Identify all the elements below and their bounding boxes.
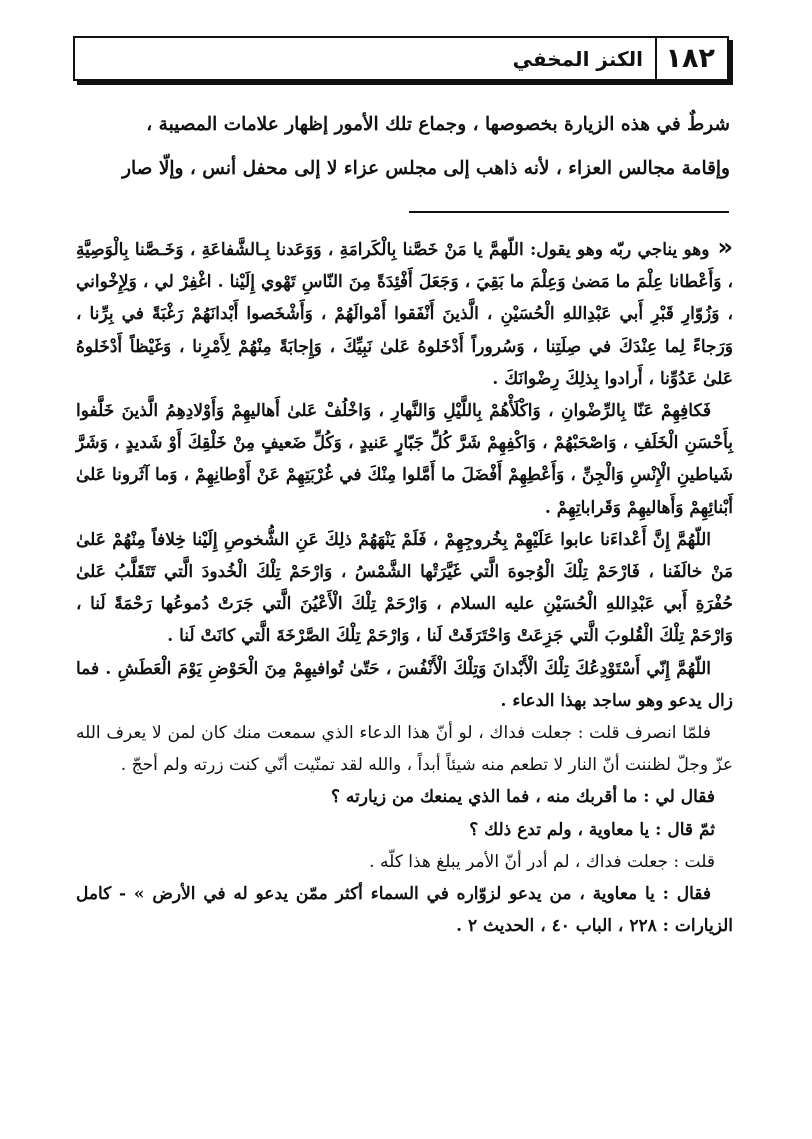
footnote-paragraph-9: فقال : يا معاوية ، من يدعو لزوّاره في السماء أكثر ممّن يدعو له في الأرض » - كامل الزيارات : ٢٢٨ ، الباب ٤٠ ، الحديث ٢ . <box>76 884 733 937</box>
footnote-paragraph-4: اللّهُمَّ إِنّي أَسْتَوْدِعُكَ تِلْكَ الْأَبْدانَ وَتِلْكَ الْأَنْفُسَ ، حَتّىٰ تُوافيهِمْ مِنَ الْحَوْضِ يَوْمَ الْعَطَشِ . فما زال يدعو وهو ساجد بهذا الدعاء . <box>76 658 733 711</box>
footnote-paragraph-7: ثمّ قال : يا معاوية ، ولم تدع ذلك ؟ <box>469 819 715 840</box>
page-number: ١٨٢ <box>665 43 715 74</box>
main-text-line-1: شرطٌ في هذه الزيارة بخصوصها ، وجماع تلك الأمور إظهار علامات المصيبة ، <box>146 114 730 135</box>
book-title: الكنز المخفي <box>512 47 643 71</box>
footnote-paragraph-1 <box>76 231 733 395</box>
opening-quote-mark: « <box>717 233 733 261</box>
footnote-paragraph-5: فلمّا انصرف قلت : جعلت فداك ، لو أنّ هذا الدعاء الذي سمعت منك كان لمن لا يعرف الله عزّ وجلّ لظننت أنّ النار لا تطعم منه شيئاً أبداً ، والله لقد تمنّيت أنّي كنت زرته ولم أحجّ . <box>76 723 733 776</box>
footnote-paragraph-6: فقال لي : ما أقربك منه ، فما الذي يمنعك من زيارته ؟ <box>330 787 715 808</box>
header-divider <box>655 38 657 79</box>
footnote <box>76 231 733 942</box>
main-text <box>80 103 730 191</box>
footnote-paragraph-3: اللّهُمَّ إِنَّ أَعْداءَنا عابوا عَلَيْهِمْ بِخُروجِهِمْ ، فَلَمْ يَنْهَهُمْ ذلِكَ عَنِ الشُّخوصِ إِلَيْنا خِلافاً مِنْهُمْ عَلىٰ مَنْ خالَفَنا ، فَارْحَمْ تِلْكَ الْوُجوهَ الَّتي غَيَّرَتْها الشَّمْسُ ، وَارْحَمْ تِلْكَ الْخُدودَ الَّتي تَتَقَلَّبُ عَلىٰ حُفْرَةِ أَبي عَبْدِاللهِ الْحُسَيْنِ عليه السلام ، وَارْحَمْ تِلْكَ الْأَعْيُنَ الَّتي جَرَتْ دُموعُها رَحْمَةً لَنا ، وَارْحَمْ تِلْكَ الْقُلوبَ الَّتي جَزِعَتْ وَاحْتَرَقَتْ لَنا ، وَارْحَمْ تِلْكَ الصَّرْخَةَ الَّتي كانَتْ لَنا . <box>76 529 733 647</box>
footnote-paragraph-8: قلت : جعلت فداك ، لم أدر أنّ الأمر يبلغ هذا كلّه . <box>369 851 715 872</box>
page-header <box>73 36 729 81</box>
footnote-separator <box>409 211 729 213</box>
footnote-paragraph-1-text: وهو يناجي ربّه وهو يقول: اللّهمَّ يا مَنْ خَصَّنا بِالْكَرامَةِ ، وَوَعَدنا بِـالشَّفاعَةِ ، وَخَـصَّنا بِالْوَصِيَّةِ ، وَأَعْطانا عِلْمَ ما مَضىٰ وَعِلْمَ ما بَقِيَ ، وَجَعَلَ أَفْئِدَةً مِنَ النّاسِ تَهْوي إِلَيْنا . اغْفِرْ لي ، وَلِإِخْواني ، وَزُوّارِ قَبْرِ أَبي عَبْدِاللهِ الْحُسَيْنِ ، الَّذينَ أَنْفَقوا أَمْوالَهُمْ ، وَأَشْخَصوا أَبْدانَهُمْ رَغْبَةً في بِرِّنا ، وَرَجاءً لِما عِنْدَكَ في صِلَتِنا ، وَسُروراً أَدْخَلوهُ عَلىٰ نَبِيِّكَ ، وَإِجابَةً مِنْهُمْ لِأَمْرِنا ، وَغَيْظاً أَدْخَلوهُ عَلىٰ عَدُوِّنا ، أَرادوا بِذلِكَ رِضْوانَكَ . <box>76 240 733 389</box>
footnote-paragraph-2: فَكافِهِمْ عَنّا بِالرِّضْوانِ ، وَاكْلَأْهُمْ بِاللَّيْلِ وَالنَّهارِ ، وَاخْلُفْ عَلىٰ أَهاليهِمْ وَأَوْلادِهِمُ الَّذينَ خَلَّفوا بِأَحْسَنِ الْخَلَفِ ، وَاصْحَبْهُمْ ، وَاكْفِهِمْ شَرَّ كُلِّ جَبّارٍ عَنيدٍ ، وَكُلِّ ضَعيفٍ مِنْ خَلْقِكَ أَوْ شَديدٍ ، وَشَرَّ شَياطينِ الْإِنْسِ وَالْجِنِّ ، وَأَعْطِهِمْ أَفْضَلَ ما أَمَّلوا مِنْكَ في غُرْبَتِهِمْ عَنْ أَوْطانِهِمْ ، وَما آثَرونا عَلىٰ أَبْنائِهِمْ وَأَهاليهِمْ وَقَراباتِهِمْ . <box>76 401 733 518</box>
main-text-line-2: وإقامة مجالس العزاء ، لأنه ذاهب إلى مجلس عزاء لا إلى محفل أنس ، وإلّا صار <box>122 158 730 179</box>
